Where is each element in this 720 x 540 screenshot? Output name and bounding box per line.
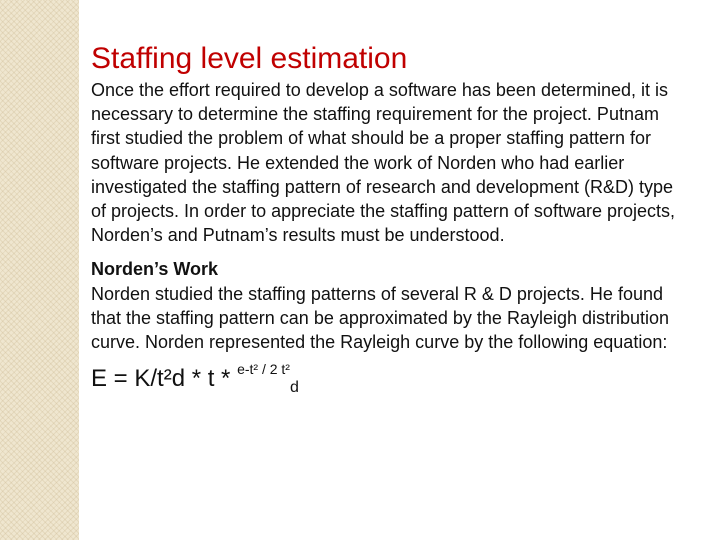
section-heading: Norden’s Work: [91, 259, 219, 280]
slide-content: [91, 40, 691, 403]
section-paragraph: Norden studied the staffing patterns of several R & D projects. He found that the staffing pattern can be approximated by the Rayleigh distribution curve. Norden represented the Rayleigh curve by the following equation:: [91, 283, 670, 353]
intro-paragraph: Once the effort required to develop a software has been determined, it is necessary to determine the staffing requirement for the project. Putnam first studied the problem of what should be a proper staffing pattern for software projects. He extended the work of Norden who had earlier investigated the staffing pattern of research and development (R&D) type of projects. In order to appreciate the staffing pattern of software projects, Norden’s and Putnam’s results must be understood.: [91, 80, 675, 246]
decorative-side-strip: [0, 0, 79, 540]
equation-subscript: d: [289, 379, 299, 397]
equation-exponent: e-t² / 2 t²: [237, 361, 290, 378]
slide-title: Staffing level estimation: [91, 42, 408, 75]
rayleigh-equation: [91, 354, 691, 403]
equation-main: E = K/t²d * t *: [91, 365, 238, 393]
